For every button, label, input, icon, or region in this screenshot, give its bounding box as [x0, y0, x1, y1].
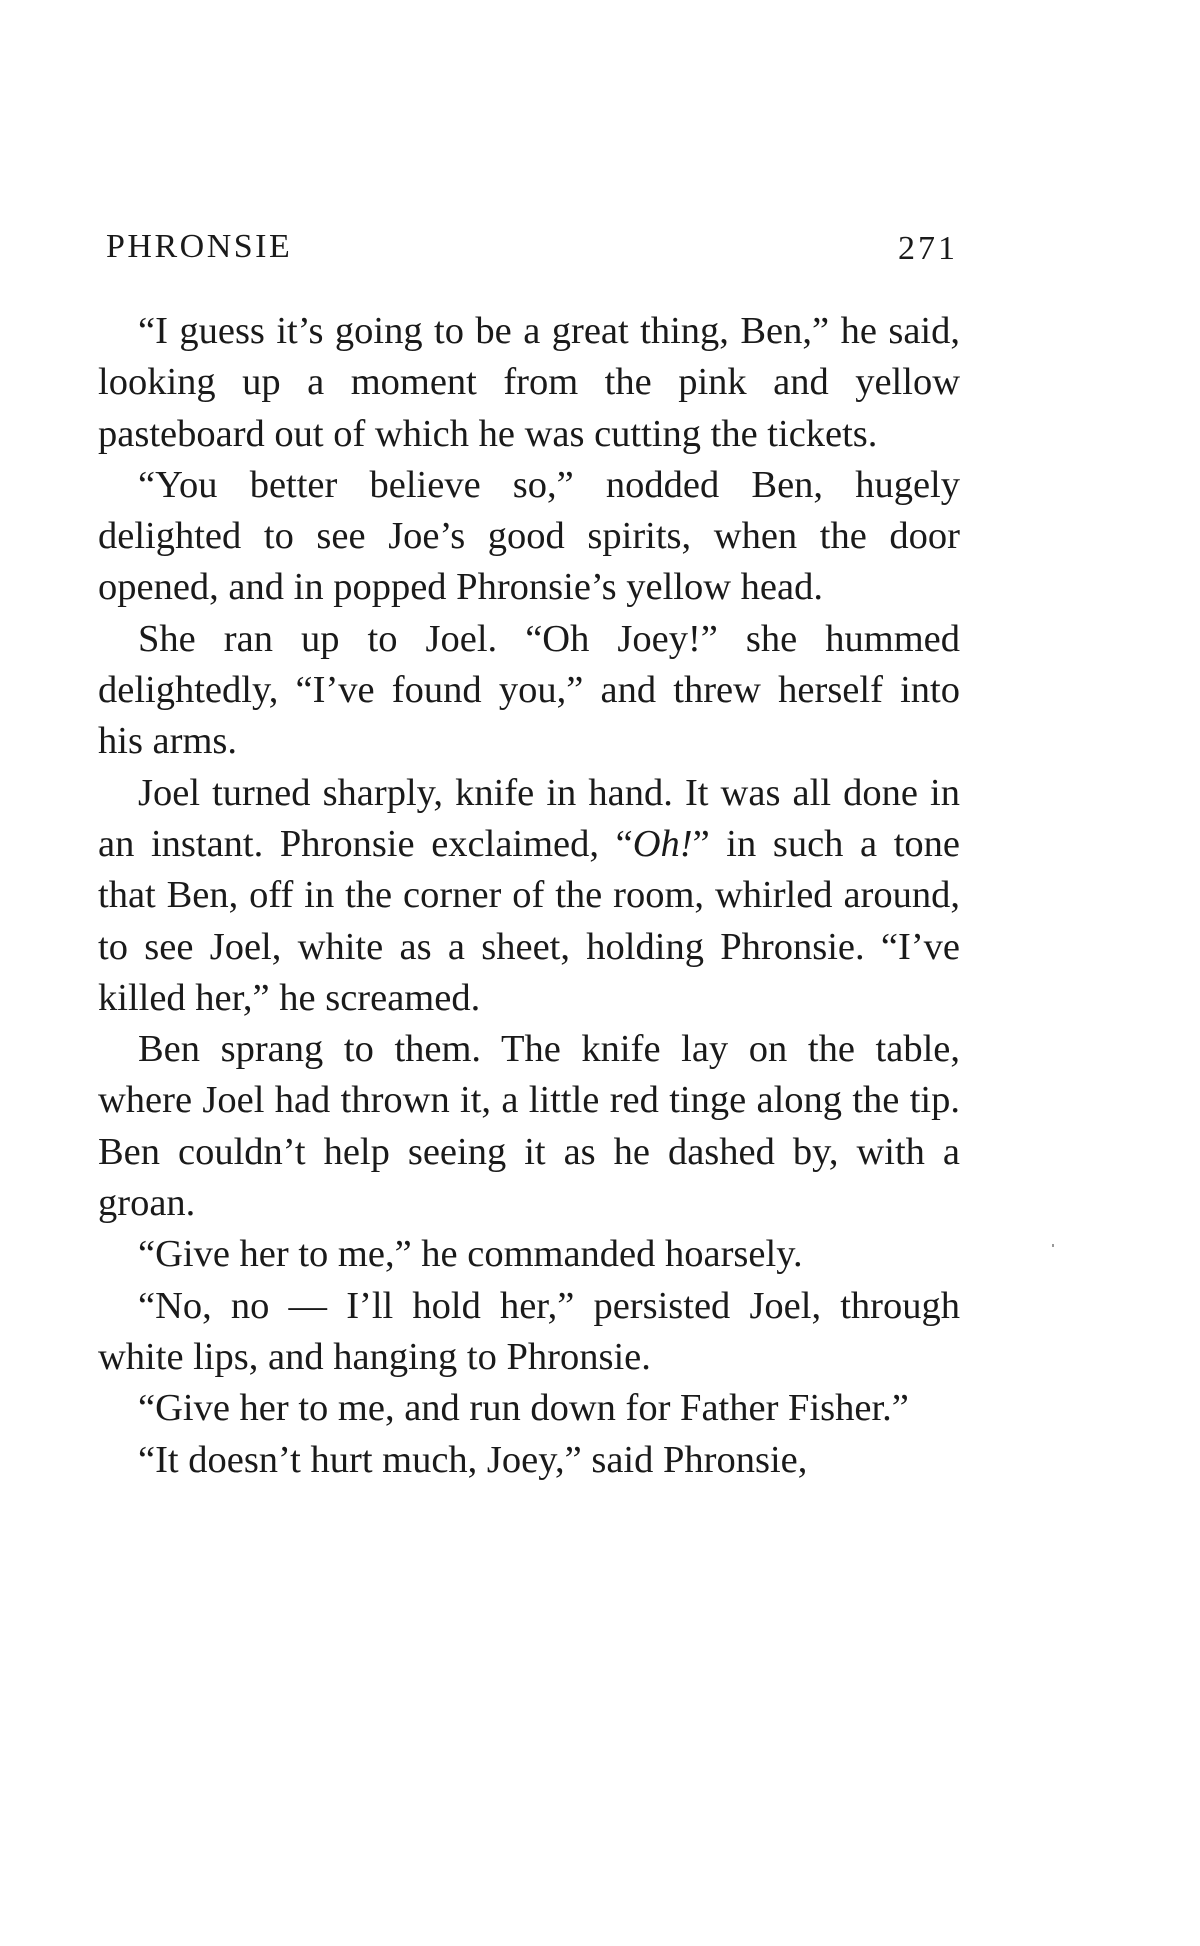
page-header	[100, 222, 960, 272]
paragraph-9: “It doesn’t hurt much, Joey,” said Phronsie,	[138, 1438, 808, 1481]
paragraph-2: “You better believe so,” nodded Ben, hugely delighted to see Joe’s good spirits, when the door opened, and in popped Phronsie’s yellow head.	[98, 463, 960, 609]
scan-speck	[1052, 1244, 1054, 1247]
paragraph-4-after: ” in such a tone that Ben, off in the corner of the room, whirled around, to see Joel, white as a sheet, holding Phronsie. “I’ve killed her,” he screamed.	[98, 822, 961, 1019]
page-number: 271	[898, 230, 958, 267]
paragraph-4-emphasis: Oh!	[632, 822, 693, 865]
body-text	[98, 306, 960, 1486]
paragraph-3: She ran up to Joel. “Oh Joey!” she hummed delightedly, “I’ve found you,” and threw herself into his arms.	[98, 617, 960, 763]
paragraph-4	[98, 768, 960, 1024]
paragraph-6: “Give her to me,” he commanded hoarsely.	[138, 1233, 803, 1276]
paragraph-4-before: Joel turned sharply, knife in hand. It was all done in an instant. Phronsie exclaimed, “	[98, 771, 960, 865]
paragraph-7: “No, no — I’ll hold her,” persisted Joel, through white lips, and hanging to Phronsie.	[98, 1284, 960, 1378]
paragraph-8: “Give her to me, and run down for Father Fisher.”	[138, 1387, 909, 1430]
paragraph-1: “I guess it’s going to be a great thing, Ben,” he said, looking up a moment from the pink and yellow pasteboard out of which he was cutting the tickets.	[98, 310, 960, 455]
running-head: PHRONSIE	[106, 228, 293, 265]
paragraph-5: Ben sprang to them. The knife lay on the table, where Joel had thrown it, a little red tinge along the tip. Ben couldn’t help seeing it as he dashed by, with a groan.	[98, 1028, 960, 1225]
